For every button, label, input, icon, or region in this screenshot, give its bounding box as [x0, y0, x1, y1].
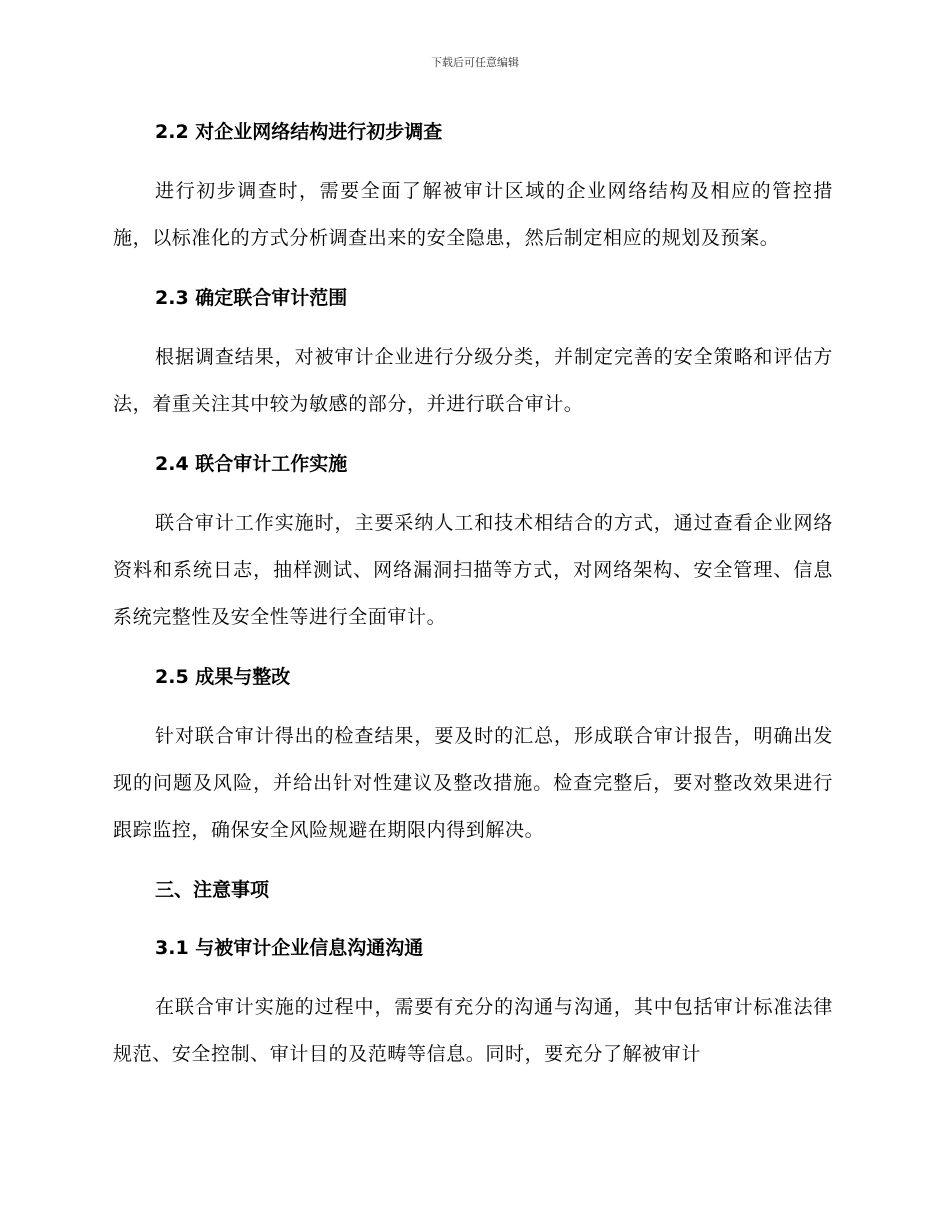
section-heading-3: 三、注意事项	[155, 879, 270, 901]
section-heading-3-1: 3.1 与被审计企业信息沟通沟通	[155, 937, 424, 959]
section-paragraph-2-5: 针对联合审计得出的检查结果，要及时的汇总，形成联合审计报告，明确出发现的问题及风险，并给出针对性建议及整改措施。检查完整后，要对整改效果进行跟踪监控，确保安全风险规避在期限内得到解决。	[113, 725, 833, 841]
document-body	[113, 110, 833, 1092]
section-heading-2-3: 2.3 确定联合审计范围	[155, 287, 348, 309]
section-paragraph-2-3: 根据调查结果，对被审计企业进行分级分类，并制定完善的安全策略和评估方法，着重关注其中较为敏感的部分，并进行联合审计。	[113, 346, 833, 415]
section-heading-2-5: 2.5 成果与整改	[155, 666, 291, 688]
section-paragraph-2-4: 联合审计工作实施时，主要采纳人工和技术相结合的方式，通过查看企业网络资料和系统日志，抽样测试、网络漏洞扫描等方式，对网络架构、安全管理、信息系统完整性及安全性等进行全面审计。	[113, 512, 833, 628]
section-heading-2-4: 2.4 联合审计工作实施	[155, 453, 348, 475]
header-note: 下载后可任意编辑	[431, 56, 519, 69]
section-heading-2-2: 2.2 对企业网络结构进行初步调查	[155, 121, 443, 143]
section-paragraph-2-2: 进行初步调查时，需要全面了解被审计区域的企业网络结构及相应的管控措施，以标准化的方式分析调查出来的安全隐患，然后制定相应的规划及预案。	[113, 180, 833, 249]
section-paragraph-3-1: 在联合审计实施的过程中，需要有充分的沟通与沟通，其中包括审计标准法律规范、安全控制、审计目的及范畴等信息。同时，要充分了解被审计	[113, 996, 833, 1065]
